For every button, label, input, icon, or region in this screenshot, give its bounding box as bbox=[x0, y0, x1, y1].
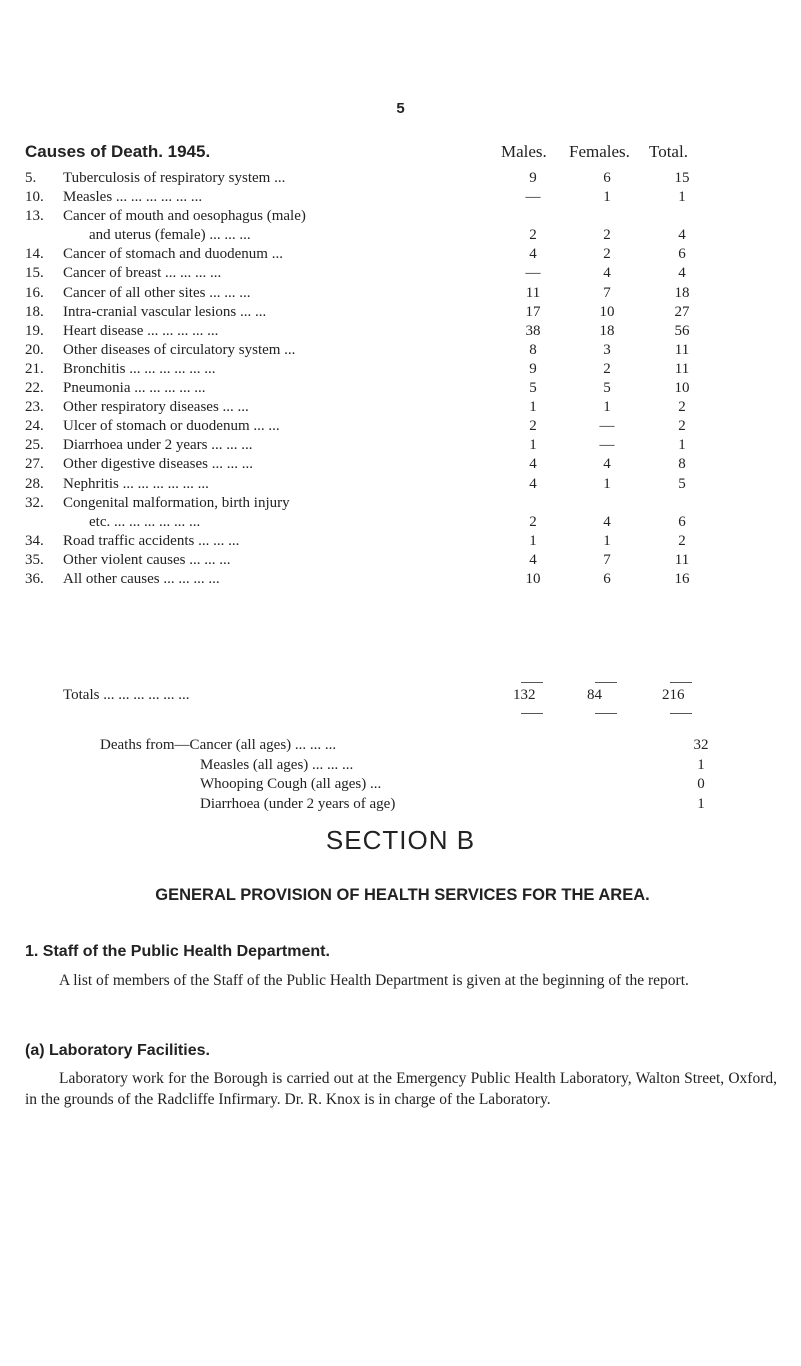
row-number: 32. bbox=[25, 494, 44, 511]
staff-heading: 1. Staff of the Public Health Department. bbox=[25, 943, 330, 960]
row-label: etc. ... ... ... ... ... ... bbox=[89, 513, 201, 530]
table-row bbox=[25, 399, 780, 418]
row-number: 18. bbox=[25, 303, 44, 320]
table-row bbox=[25, 246, 780, 265]
totals-rule-bottom-males bbox=[521, 713, 543, 714]
row-number: 16. bbox=[25, 284, 44, 301]
females-value: 3 bbox=[603, 341, 611, 358]
row-label: Other diseases of circulatory system ... bbox=[63, 341, 296, 358]
total-value: 16 bbox=[674, 570, 690, 587]
table-row bbox=[25, 189, 780, 208]
males-value: 10 bbox=[525, 570, 541, 587]
females-value: 1 bbox=[603, 399, 611, 416]
females-value: 7 bbox=[603, 551, 611, 568]
row-label: Pneumonia ... ... ... ... ... bbox=[63, 380, 206, 397]
total-value: 1 bbox=[678, 189, 686, 206]
table-row bbox=[25, 552, 780, 571]
total-value: 8 bbox=[678, 456, 686, 473]
table-row bbox=[25, 285, 780, 304]
total-value: 56 bbox=[674, 322, 690, 339]
males-value: 2 bbox=[529, 227, 537, 244]
row-label: Cancer of mouth and oesophagus (male) bbox=[63, 208, 306, 225]
males-value: 5 bbox=[529, 380, 537, 397]
total-value: 2 bbox=[678, 532, 686, 549]
totals-rule-bottom-total bbox=[670, 713, 692, 714]
females-value: 7 bbox=[603, 284, 611, 301]
females-value: 4 bbox=[603, 513, 611, 530]
table-header bbox=[25, 142, 780, 164]
row-label: Nephritis ... ... ... ... ... ... bbox=[63, 475, 209, 492]
totals-rule-top-total bbox=[670, 682, 692, 683]
table-row bbox=[25, 476, 780, 495]
deaths-from-row bbox=[0, 776, 801, 796]
row-number: 34. bbox=[25, 532, 44, 549]
total-value: 15 bbox=[674, 170, 690, 186]
row-number: 14. bbox=[25, 246, 44, 263]
totals-males: 132 bbox=[513, 687, 536, 703]
males-value: 38 bbox=[525, 322, 541, 339]
row-label: Cancer of all other sites ... ... ... bbox=[63, 284, 251, 301]
males-value: 9 bbox=[529, 170, 537, 186]
total-value: 4 bbox=[678, 227, 686, 244]
row-label: Road traffic accidents ... ... ... bbox=[63, 532, 240, 549]
deaths-from-label: Diarrhoea (under 2 years of age) bbox=[200, 795, 396, 812]
table-row bbox=[25, 323, 780, 342]
row-label: and uterus (female) ... ... ... bbox=[89, 227, 251, 244]
row-number: 24. bbox=[25, 418, 44, 435]
total-value: 11 bbox=[674, 551, 690, 568]
males-value: 9 bbox=[529, 360, 537, 377]
totals-females: 84 bbox=[587, 687, 602, 703]
row-label: Ulcer of stomach or duodenum ... ... bbox=[63, 418, 280, 435]
table-row bbox=[25, 571, 780, 590]
females-value: — bbox=[599, 418, 615, 435]
table-row bbox=[25, 170, 780, 189]
females-value: 2 bbox=[603, 360, 611, 377]
deaths-from-list bbox=[0, 737, 801, 815]
row-number: 22. bbox=[25, 380, 44, 397]
table-row bbox=[25, 361, 780, 380]
deaths-from-label: Measles (all ages) ... ... ... bbox=[200, 756, 354, 773]
row-number: 13. bbox=[25, 208, 44, 225]
table-row bbox=[25, 342, 780, 361]
females-value: 1 bbox=[603, 532, 611, 549]
totals-label: Totals ... ... ... ... ... ... bbox=[63, 687, 190, 703]
row-label: Other digestive diseases ... ... ... bbox=[63, 456, 253, 473]
total-value: 4 bbox=[678, 265, 686, 282]
totals-rule-top-females bbox=[595, 682, 617, 683]
row-label: Tuberculosis of respiratory system ... bbox=[63, 170, 286, 186]
males-value: 17 bbox=[525, 303, 541, 320]
total-value: 2 bbox=[678, 418, 686, 435]
females-value: 5 bbox=[603, 380, 611, 397]
total-value: 5 bbox=[678, 475, 686, 492]
table-row bbox=[25, 208, 780, 227]
total-value: 11 bbox=[674, 360, 690, 377]
table-row bbox=[25, 380, 780, 399]
males-value: 1 bbox=[529, 437, 537, 454]
males-value: 4 bbox=[529, 551, 537, 568]
males-value: 4 bbox=[529, 456, 537, 473]
deaths-from-label: Deaths from—Cancer (all ages) ... ... ... bbox=[100, 737, 337, 753]
females-value: 6 bbox=[603, 170, 611, 186]
males-value: 2 bbox=[529, 513, 537, 530]
row-label: Diarrhoea under 2 years ... ... ... bbox=[63, 437, 253, 454]
table-row bbox=[25, 514, 780, 533]
total-value: 1 bbox=[678, 437, 686, 454]
row-number: 28. bbox=[25, 475, 44, 492]
staff-paragraph: A list of members of the Staff of the Public Health Department is given at the beginning of the report. bbox=[59, 972, 689, 989]
total-value: 2 bbox=[678, 399, 686, 416]
males-value: 1 bbox=[529, 399, 537, 416]
males-value: 4 bbox=[529, 246, 537, 263]
total-value: 6 bbox=[678, 513, 686, 530]
males-value: 8 bbox=[529, 341, 537, 358]
females-value: 2 bbox=[603, 227, 611, 244]
males-value: 4 bbox=[529, 475, 537, 492]
row-number: 35. bbox=[25, 551, 44, 568]
table-row bbox=[25, 495, 780, 514]
page-number: 5 bbox=[396, 100, 405, 117]
row-number: 36. bbox=[25, 570, 44, 587]
table-row bbox=[25, 418, 780, 437]
deaths-from-label: Whooping Cough (all ages) ... bbox=[200, 776, 382, 793]
total-value: 6 bbox=[678, 246, 686, 263]
deaths-from-row bbox=[0, 737, 801, 757]
row-label: Heart disease ... ... ... ... ... bbox=[63, 322, 219, 339]
totals-rule-top-males bbox=[521, 682, 543, 683]
males-value: 11 bbox=[525, 284, 541, 301]
row-number: 19. bbox=[25, 322, 44, 339]
row-number: 15. bbox=[25, 265, 44, 282]
deaths-from-value: 1 bbox=[697, 756, 705, 773]
females-value: 6 bbox=[603, 570, 611, 587]
males-value: — bbox=[525, 265, 541, 282]
total-header: Total. bbox=[649, 142, 688, 161]
table-title: Causes of Death. 1945. bbox=[25, 142, 211, 161]
females-value: — bbox=[599, 437, 615, 454]
females-value: 18 bbox=[599, 322, 615, 339]
males-value: 2 bbox=[529, 418, 537, 435]
males-value: — bbox=[525, 189, 541, 206]
females-value: 2 bbox=[603, 246, 611, 263]
deaths-from-value: 1 bbox=[697, 795, 705, 812]
laboratory-paragraph: Laboratory work for the Borough is carried out at the Emergency Public Health Laboratory, Walton Street, Oxford, in the grounds of the Radcliffe Infirmary. Dr. R. Knox is in charge of the Laboratory. bbox=[25, 1070, 777, 1108]
deaths-from-value: 32 bbox=[693, 737, 709, 753]
females-value: 10 bbox=[599, 303, 615, 320]
males-header: Males. bbox=[501, 142, 547, 161]
row-label: Intra-cranial vascular lesions ... ... bbox=[63, 303, 267, 320]
row-label: Measles ... ... ... ... ... ... bbox=[63, 189, 203, 206]
females-value: 1 bbox=[603, 189, 611, 206]
females-value: 4 bbox=[603, 265, 611, 282]
total-value: 11 bbox=[674, 341, 690, 358]
row-number: 27. bbox=[25, 456, 44, 473]
totals-row bbox=[25, 687, 780, 707]
row-label: Cancer of breast ... ... ... ... bbox=[63, 265, 222, 282]
table-row bbox=[25, 265, 780, 284]
total-value: 10 bbox=[674, 380, 690, 397]
total-value: 18 bbox=[674, 284, 690, 301]
deaths-from-value: 0 bbox=[697, 776, 705, 793]
table-row bbox=[25, 533, 780, 552]
row-number: 21. bbox=[25, 360, 44, 377]
general-heading: GENERAL PROVISION OF HEALTH SERVICES FOR THE AREA. bbox=[155, 886, 650, 904]
row-label: Other respiratory diseases ... ... bbox=[63, 399, 249, 416]
row-label: Other violent causes ... ... ... bbox=[63, 551, 231, 568]
row-number: 20. bbox=[25, 341, 44, 358]
totals-rule-bottom-females bbox=[595, 713, 617, 714]
row-number: 23. bbox=[25, 399, 44, 416]
females-header: Females. bbox=[569, 142, 630, 161]
laboratory-heading: (a) Laboratory Facilities. bbox=[25, 1042, 210, 1059]
table-row bbox=[25, 304, 780, 323]
row-label: Cancer of stomach and duodenum ... bbox=[63, 246, 283, 263]
totals-total: 216 bbox=[662, 687, 685, 703]
row-label: Congenital malformation, birth injury bbox=[63, 494, 290, 511]
row-label: All other causes ... ... ... ... bbox=[63, 570, 220, 587]
total-value: 27 bbox=[674, 303, 690, 320]
section-title: SECTION B bbox=[325, 825, 476, 855]
row-label: Bronchitis ... ... ... ... ... ... bbox=[63, 360, 216, 377]
deaths-from-row bbox=[0, 796, 801, 816]
table-row bbox=[25, 227, 780, 246]
row-number: 5. bbox=[25, 170, 37, 186]
females-value: 4 bbox=[603, 456, 611, 473]
females-value: 1 bbox=[603, 475, 611, 492]
table-row bbox=[25, 437, 780, 456]
row-number: 25. bbox=[25, 437, 44, 454]
row-number: 10. bbox=[25, 189, 44, 206]
causes-table bbox=[25, 170, 780, 590]
males-value: 1 bbox=[529, 532, 537, 549]
deaths-from-row bbox=[0, 757, 801, 777]
table-row bbox=[25, 456, 780, 475]
